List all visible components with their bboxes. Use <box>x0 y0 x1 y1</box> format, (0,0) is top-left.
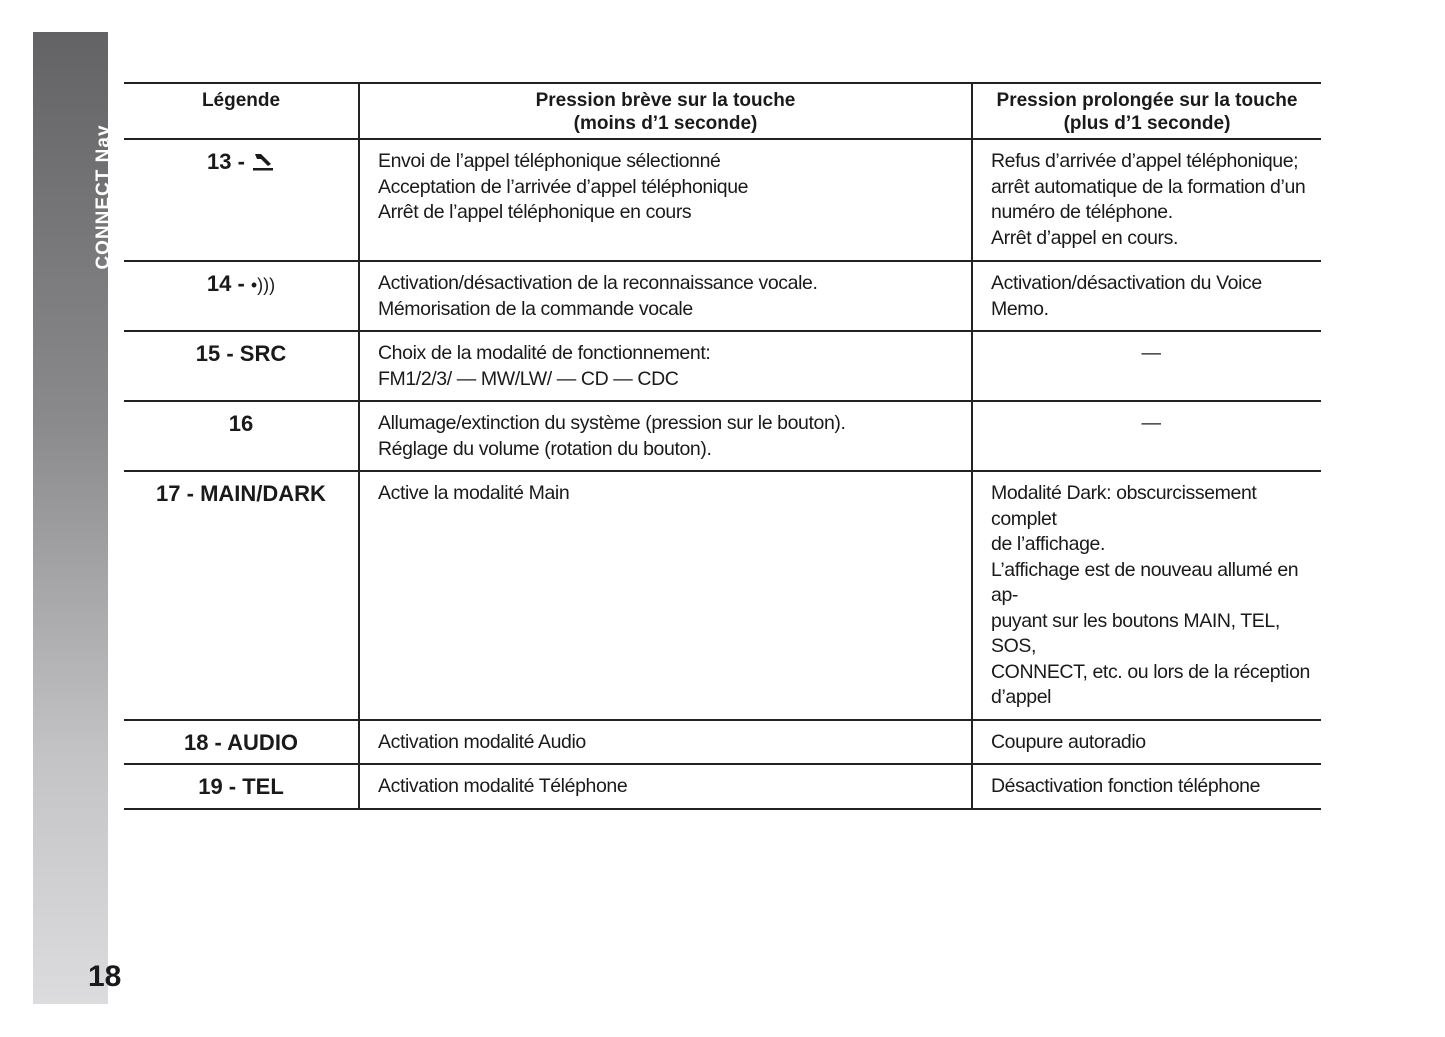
header-short-press <box>359 83 972 139</box>
long-press-text: Arrêt d’appel en cours. <box>991 226 1178 249</box>
short-press-text: Active la modalité Main <box>378 482 570 504</box>
long-press-text: Coupure autoradio <box>991 730 1146 753</box>
legend-cell <box>124 764 359 809</box>
header-text: (moins d’1 seconde) <box>573 113 758 134</box>
short-press-text: FM1/2/3/ — MW/LW/ — CD — CDC <box>378 367 679 390</box>
long-press-text: de l’affichage. <box>991 533 1105 555</box>
legend-cell <box>124 331 359 401</box>
voice-icon: •))) <box>250 275 276 295</box>
long-press-cell <box>972 139 1321 261</box>
long-press-text: — <box>1141 412 1161 434</box>
header-legend <box>124 83 359 139</box>
long-press-cell <box>972 261 1321 331</box>
legend-key: 15 - SRC <box>195 341 287 366</box>
short-press-text: Allumage/extinction du système (pression sur le bouton). <box>378 412 846 434</box>
short-press-cell <box>359 331 972 401</box>
long-press-cell <box>972 401 1321 471</box>
long-press-cell <box>972 471 1321 720</box>
table-row <box>124 331 1321 401</box>
header-long-press <box>972 83 1321 139</box>
legend-key: 18 - AUDIO <box>183 729 299 755</box>
table-row <box>124 139 1321 261</box>
legend-cell <box>124 720 359 765</box>
legend-key: 14 - <box>206 271 245 296</box>
long-press-cell <box>972 720 1321 765</box>
legend-key: 17 - MAIN/DARK <box>156 481 326 506</box>
long-press-text: Désactivation fonction téléphone <box>991 775 1261 797</box>
section-sidebar <box>33 32 122 1004</box>
short-press-cell <box>359 720 972 765</box>
short-press-text: Acceptation de l’arrivée d’appel téléphonique <box>378 175 749 198</box>
header-text: Pression brève sur la touche <box>535 90 796 111</box>
short-press-text: Réglage du volume (rotation du bouton). <box>378 437 712 460</box>
short-press-text: Envoi de l’appel téléphonique sélectionné <box>378 150 721 172</box>
table-row <box>124 401 1321 471</box>
table-row <box>124 720 1321 765</box>
short-press-cell <box>359 764 972 809</box>
short-press-text: Mémorisation de la commande vocale <box>378 297 693 320</box>
long-press-text: Activation/désactivation du Voice Memo. <box>991 272 1262 320</box>
section-title: CONNECT Nav <box>93 124 114 270</box>
short-press-cell <box>359 471 972 720</box>
short-press-text: Arrêt de l’appel téléphonique en cours <box>378 201 692 223</box>
header-text: Légende <box>201 90 281 111</box>
button-function-table <box>124 82 1321 810</box>
legend-cell <box>124 471 359 720</box>
long-press-text: Refus d’arrivée d’appel téléphonique; <box>991 150 1299 172</box>
long-press-text: numéro de téléphone. <box>991 201 1173 223</box>
header-text: (plus d’1 seconde) <box>1063 113 1231 134</box>
long-press-cell <box>972 331 1321 401</box>
legend-key: 16 <box>228 411 254 436</box>
long-press-text: Modalité Dark: obscurcissement complet <box>991 482 1257 530</box>
long-press-cell <box>972 764 1321 809</box>
long-press-text: arrêt automatique de la formation d’un <box>991 175 1306 198</box>
legend-key: 19 - TEL <box>198 774 284 799</box>
legend-cell <box>124 401 359 471</box>
long-press-text: d’appel <box>991 686 1052 708</box>
short-press-text: Activation/désactivation de la reconnaissance vocale. <box>378 272 818 294</box>
short-press-text: Choix de la modalité de fonctionnement: <box>378 342 711 364</box>
long-press-text: puyant sur les boutons MAIN, TEL, SOS, <box>991 609 1280 657</box>
page-number: 18 <box>88 960 122 993</box>
legend-cell <box>124 139 359 261</box>
long-press-text: L’affichage est de nouveau allumé en ap- <box>991 558 1299 606</box>
short-press-cell <box>359 139 972 261</box>
legend-key: 13 - <box>207 149 245 174</box>
table-row <box>124 764 1321 809</box>
short-press-text: Activation modalité Audio <box>378 730 586 753</box>
long-press-text: — <box>1141 342 1161 364</box>
header-text: Pression prolongée sur la touche <box>996 90 1298 111</box>
legend-cell <box>124 261 359 331</box>
table-header-row <box>124 83 1321 139</box>
phone-handset-icon <box>245 149 275 175</box>
table-row <box>124 471 1321 720</box>
table-row <box>124 261 1321 331</box>
short-press-cell <box>359 401 972 471</box>
short-press-text: Activation modalité Téléphone <box>378 775 628 797</box>
short-press-cell <box>359 261 972 331</box>
long-press-text: CONNECT, etc. ou lors de la réception <box>991 660 1311 683</box>
